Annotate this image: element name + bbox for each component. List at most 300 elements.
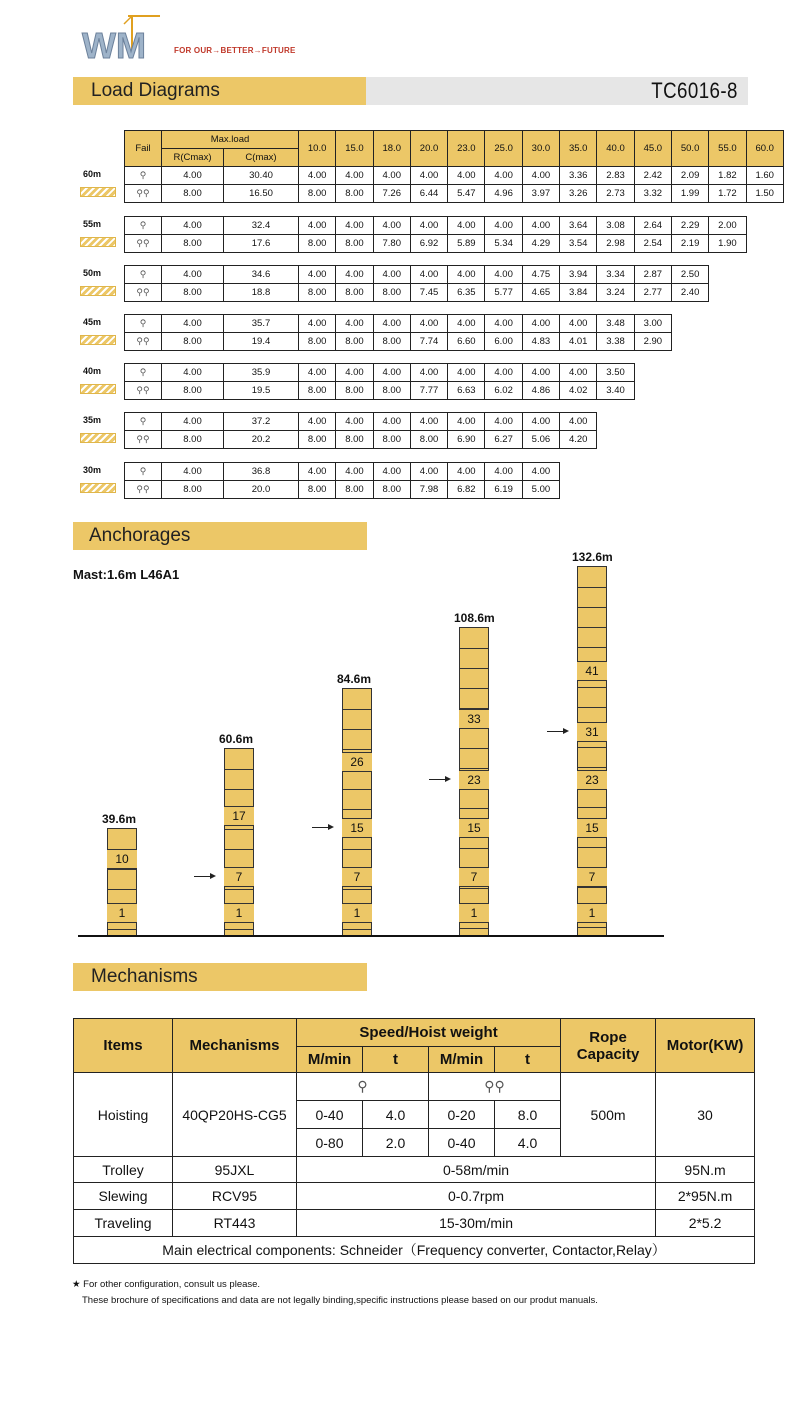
load-value-cell: 1.72 [709,185,746,203]
mast-section-divider [578,607,606,608]
anchorage-arrow-icon [312,827,332,828]
load-value-cell: 4.00 [410,217,447,235]
double-hook-icon: ⚲⚲ [125,185,162,203]
load-value-cell: 8.00 [162,431,224,449]
load-value-cell: 3.26 [560,185,597,203]
load-value-cell: 19.4 [224,333,299,351]
load-value-cell: 4.00 [448,315,485,333]
svg-text:WM: WM [82,25,146,66]
mast-section-divider [225,849,253,850]
load-value-cell: 37.2 [224,413,299,431]
dist-header: 23.0 [448,131,485,167]
load-value-cell: 2.98 [597,235,634,253]
load-value-cell: 5.00 [522,481,559,499]
trolley-mech: 95JXL [173,1157,297,1183]
mast-section-divider [578,687,606,688]
load-value-cell: 4.00 [410,364,447,382]
load-value-cell: 2.83 [597,167,634,185]
load-value-cell: 2.09 [671,167,708,185]
load-value-cell: 3.94 [560,266,597,284]
company-logo [80,14,160,66]
single-hook-icon: ⚲ [125,217,162,235]
mast-section-divider [578,647,606,648]
t-header: t [495,1047,561,1073]
load-value-cell: 4.00 [560,364,597,382]
load-value-cell: 4.00 [299,167,336,185]
mast-section-divider [343,809,371,810]
load-value-cell: 18.8 [224,284,299,302]
load-row-table [124,166,784,203]
mast-section-number: 26 [342,752,372,772]
jib-length-label: 55m [83,219,102,229]
load-value-cell: 8.00 [162,185,224,203]
double-hook-icon: ⚲⚲ [429,1073,561,1101]
load-value-cell: 4.02 [560,382,597,400]
dist-header: 30.0 [522,131,559,167]
rcmax-header: R(Cmax) [162,149,224,167]
load-value-cell: 8.00 [162,235,224,253]
load-value-cell: 6.44 [410,185,447,203]
single-hook-icon: ⚲ [125,364,162,382]
mast-section-divider [460,688,488,689]
load-value-cell: 8.00 [162,382,224,400]
load-row-table [124,363,635,400]
load-value-cell: 4.00 [522,463,559,481]
load-value-cell: 4.29 [522,235,559,253]
mast-section-divider [343,729,371,730]
anchorages-title: Anchorages [89,525,191,546]
mast-section-number: 1 [107,903,137,923]
traveling-speed: 15-30m/min [297,1210,656,1237]
load-value-cell: 4.00 [373,315,410,333]
double-hook-icon: ⚲⚲ [125,235,162,253]
load-value-cell: 7.77 [410,382,447,400]
single-hook-icon: ⚲ [125,463,162,481]
load-value-cell: 4.00 [410,315,447,333]
dist-header: 25.0 [485,131,522,167]
hoist-speed: 0-40 [429,1129,495,1157]
trolley-item: Trolley [74,1157,173,1183]
mast-section-divider [225,789,253,790]
mast-section-divider [460,768,488,769]
load-value-cell: 4.00 [299,413,336,431]
load-value-cell: 6.63 [448,382,485,400]
anchorage-arrow-icon [547,731,567,732]
mast-section-number: 7 [577,867,607,887]
mast-section-divider [108,889,136,890]
load-value-cell: 4.00 [448,217,485,235]
load-value-cell: 4.00 [336,413,373,431]
load-value-cell: 8.00 [373,481,410,499]
trolley-speed: 0-58m/min [297,1157,656,1183]
double-hook-icon: ⚲⚲ [125,382,162,400]
mast-height-label: 39.6m [102,812,137,826]
load-value-cell: 4.00 [336,463,373,481]
trolley-motor: 95N.m [656,1157,755,1183]
load-value-cell: 6.60 [448,333,485,351]
dist-header: 10.0 [299,131,336,167]
load-value-cell: 4.00 [162,217,224,235]
load-value-cell: 30.40 [224,167,299,185]
load-value-cell: 8.00 [336,481,373,499]
load-row-table [124,216,747,253]
load-value-cell: 4.00 [485,364,522,382]
hoisting-rope: 500m [561,1073,656,1157]
double-hook-icon: ⚲⚲ [125,431,162,449]
load-value-cell: 4.00 [522,315,559,333]
mast-section-divider [108,869,136,870]
t-header: t [363,1047,429,1073]
load-value-cell: 4.00 [373,413,410,431]
load-value-cell: 4.00 [299,315,336,333]
load-value-cell: 8.00 [336,333,373,351]
jib-length-label: 35m [83,415,102,425]
load-value-cell: 4.00 [485,167,522,185]
mast-section-number: 7 [342,867,372,887]
load-value-cell: 4.00 [162,413,224,431]
load-value-cell: 3.97 [522,185,559,203]
anchorages-header [73,522,367,550]
load-value-cell: 8.00 [162,284,224,302]
mast-section-divider [578,767,606,768]
load-value-cell: 5.77 [485,284,522,302]
electrical-components: Main electrical components: Schneider（Frequency converter, Contactor,Relay） [74,1237,755,1264]
hoist-speed: 0-80 [297,1129,363,1157]
single-hook-icon: ⚲ [125,266,162,284]
load-value-cell: 2.19 [671,235,708,253]
load-value-cell: 6.27 [485,431,522,449]
mast-section-number: 1 [342,903,372,923]
mast-section-divider [578,627,606,628]
load-row-table [124,314,672,351]
load-value-cell: 4.00 [373,364,410,382]
hoisting-motor: 30 [656,1073,755,1157]
load-value-cell: 3.50 [597,364,634,382]
mechanisms-col-header: Mechanisms [173,1019,297,1073]
load-value-cell: 8.00 [162,481,224,499]
dist-header: 40.0 [597,131,634,167]
slewing-mech: RCV95 [173,1183,297,1210]
load-value-cell: 8.00 [410,431,447,449]
load-value-cell: 4.00 [410,463,447,481]
load-value-cell: 4.00 [373,217,410,235]
load-value-cell: 5.34 [485,235,522,253]
load-value-cell: 4.00 [448,413,485,431]
mast-section-number: 33 [459,709,489,729]
mast-section-divider [343,789,371,790]
load-value-cell: 4.00 [448,364,485,382]
load-value-cell: 1.60 [746,167,783,185]
mast-section-divider [343,889,371,890]
load-value-cell: 4.75 [522,266,559,284]
dist-header: 35.0 [560,131,597,167]
load-value-cell: 4.00 [522,167,559,185]
load-value-cell: 4.20 [560,431,597,449]
load-value-cell: 35.9 [224,364,299,382]
load-value-cell: 6.35 [448,284,485,302]
mast-section-divider [578,807,606,808]
load-value-cell: 5.06 [522,431,559,449]
load-value-cell: 3.24 [597,284,634,302]
dist-header: 20.0 [410,131,447,167]
mast-section-divider [343,709,371,710]
slewing-item: Slewing [74,1183,173,1210]
load-value-cell: 3.84 [560,284,597,302]
load-value-cell: 20.0 [224,481,299,499]
load-value-cell: 7.45 [410,284,447,302]
load-value-cell: 34.6 [224,266,299,284]
mast-height-label: 84.6m [337,672,372,686]
load-row-table [124,462,560,499]
mast-section-divider [460,848,488,849]
load-diagrams-header [73,77,367,105]
single-hook-icon: ⚲ [125,413,162,431]
load-value-cell: 1.82 [709,167,746,185]
load-value-cell: 4.00 [485,266,522,284]
load-value-cell: 4.83 [522,333,559,351]
load-value-cell: 5.89 [448,235,485,253]
load-value-cell: 8.00 [299,333,336,351]
load-value-cell: 4.00 [373,266,410,284]
load-value-cell: 1.99 [671,185,708,203]
mast-section-divider [225,769,253,770]
load-value-cell: 1.90 [709,235,746,253]
load-value-cell: 6.19 [485,481,522,499]
traveling-item: Traveling [74,1210,173,1237]
mast-section-divider [578,847,606,848]
load-value-cell: 8.00 [299,185,336,203]
mast-section-number: 17 [224,806,254,826]
load-value-cell: 7.80 [373,235,410,253]
load-table-header [124,130,784,167]
mast-section-divider [578,707,606,708]
load-value-cell: 4.00 [162,463,224,481]
load-value-cell: 7.26 [373,185,410,203]
load-value-cell: 4.01 [560,333,597,351]
mast-section-divider [460,928,488,929]
mast-section-number: 7 [224,867,254,887]
hoisting-item: Hoisting [74,1073,173,1157]
single-hook-icon: ⚲ [125,315,162,333]
hoisting-mech: 40QP20HS-CG5 [173,1073,297,1157]
hoist-weight: 2.0 [363,1129,429,1157]
dist-header: 60.0 [746,131,783,167]
jib-icon [80,187,116,197]
load-value-cell: 8.00 [336,284,373,302]
load-value-cell: 4.00 [336,364,373,382]
load-value-cell: 7.74 [410,333,447,351]
load-value-cell: 3.48 [597,315,634,333]
mast-section-divider [460,668,488,669]
traveling-mech: RT443 [173,1210,297,1237]
load-value-cell: 4.00 [299,266,336,284]
star-icon: ★ [72,1279,84,1290]
load-value-cell: 8.00 [336,431,373,449]
mast-section-divider [343,849,371,850]
load-value-cell: 4.00 [560,315,597,333]
load-value-cell: 4.00 [299,463,336,481]
load-value-cell: 4.00 [162,315,224,333]
slewing-speed: 0-0.7rpm [297,1183,656,1210]
load-value-cell: 3.36 [560,167,597,185]
mast-section-number: 15 [577,818,607,838]
mast-section-divider [578,587,606,588]
load-value-cell: 3.38 [597,333,634,351]
items-header: Items [74,1019,173,1073]
load-value-cell: 2.64 [634,217,671,235]
load-value-cell: 19.5 [224,382,299,400]
load-value-cell: 4.00 [522,364,559,382]
load-value-cell: 3.64 [560,217,597,235]
traveling-motor: 2*5.2 [656,1210,755,1237]
mast-section-number: 1 [577,903,607,923]
load-value-cell: 8.00 [299,235,336,253]
mast-section-divider [225,829,253,830]
ground-line [78,935,664,937]
load-value-cell: 6.92 [410,235,447,253]
fail-header: Fail [125,131,162,167]
hoist-weight: 4.0 [363,1101,429,1129]
load-value-cell: 4.00 [448,463,485,481]
load-value-cell: 4.00 [485,413,522,431]
jib-length-label: 40m [83,366,102,376]
load-value-cell: 8.00 [299,431,336,449]
maxload-header: Max.load [162,131,299,149]
load-value-cell: 8.00 [299,481,336,499]
mast-section-divider [343,749,371,750]
hoist-speed: 0-40 [297,1101,363,1129]
mast-height-label: 132.6m [572,550,613,564]
load-value-cell: 8.00 [336,185,373,203]
load-value-cell: 4.00 [485,217,522,235]
jib-length-label: 45m [83,317,102,327]
mast-column [342,688,372,936]
load-value-cell: 8.00 [299,382,336,400]
load-value-cell: 36.8 [224,463,299,481]
jib-icon [80,433,116,443]
load-value-cell: 4.00 [448,167,485,185]
mmin-header: M/min [297,1047,363,1073]
load-value-cell: 4.00 [522,413,559,431]
hoist-weight: 4.0 [495,1129,561,1157]
double-hook-icon: ⚲⚲ [125,481,162,499]
jib-icon [80,237,116,247]
load-value-cell: 6.00 [485,333,522,351]
load-value-cell: 4.00 [336,217,373,235]
load-value-cell: 2.50 [671,266,708,284]
load-value-cell: 2.54 [634,235,671,253]
mast-section-divider [578,887,606,888]
mechanisms-header [73,963,367,991]
load-value-cell: 6.02 [485,382,522,400]
load-value-cell: 4.00 [373,167,410,185]
single-hook-icon: ⚲ [125,167,162,185]
load-value-cell: 4.00 [485,463,522,481]
load-value-cell: 4.00 [162,266,224,284]
load-row-table [124,412,597,449]
mast-section-divider [578,927,606,928]
anchorage-arrow-icon [194,876,214,877]
dist-header: 55.0 [709,131,746,167]
load-value-cell: 8.00 [336,235,373,253]
load-value-cell: 2.73 [597,185,634,203]
cmax-header: C(max) [224,149,299,167]
load-value-cell: 20.2 [224,431,299,449]
mast-section-number: 7 [459,867,489,887]
mechanisms-table [73,1018,755,1264]
slewing-motor: 2*95N.m [656,1183,755,1210]
mast-section-number: 10 [107,849,137,869]
dist-header: 15.0 [336,131,373,167]
load-value-cell: 2.77 [634,284,671,302]
load-value-cell: 4.65 [522,284,559,302]
load-row-table [124,265,709,302]
load-value-cell: 4.00 [299,364,336,382]
load-value-cell: 2.29 [671,217,708,235]
load-value-cell: 4.00 [522,217,559,235]
load-value-cell: 3.08 [597,217,634,235]
dist-header: 45.0 [634,131,671,167]
load-value-cell: 6.90 [448,431,485,449]
load-value-cell: 3.54 [560,235,597,253]
note-line-1 [72,1279,260,1290]
jib-length-label: 30m [83,465,102,475]
load-value-cell: 4.86 [522,382,559,400]
load-value-cell: 4.00 [448,266,485,284]
load-value-cell: 32.4 [224,217,299,235]
load-value-cell: 3.40 [597,382,634,400]
load-value-cell: 2.40 [671,284,708,302]
load-value-cell: 4.00 [373,463,410,481]
load-value-cell: 8.00 [299,284,336,302]
dist-header: 18.0 [373,131,410,167]
load-value-cell: 4.00 [336,315,373,333]
mast-section-number: 23 [459,770,489,790]
mast-section-divider [343,929,371,930]
load-value-cell: 35.7 [224,315,299,333]
mast-section-divider [460,648,488,649]
load-value-cell: 8.00 [162,333,224,351]
mast-section-number: 23 [577,770,607,790]
mast-section-number: 41 [577,661,607,681]
mast-section-number: 1 [459,903,489,923]
model-name: TC6016-8 [651,78,738,103]
hoist-speed: 0-20 [429,1101,495,1129]
motor-header: Motor(KW) [656,1019,755,1073]
jib-length-label: 60m [83,169,102,179]
double-hook-icon: ⚲⚲ [125,284,162,302]
load-value-cell: 4.96 [485,185,522,203]
load-value-cell: 6.82 [448,481,485,499]
load-value-cell: 4.00 [485,315,522,333]
load-value-cell: 7.98 [410,481,447,499]
note-text-1: For other configuration, consult us please. [83,1279,261,1290]
load-value-cell: 4.00 [162,364,224,382]
mast-section-divider [460,888,488,889]
load-diagrams-title: Load Diagrams [91,80,220,101]
mast-section-number: 31 [577,722,607,742]
load-value-cell: 4.00 [299,217,336,235]
load-value-cell: 1.50 [746,185,783,203]
load-value-cell: 4.00 [336,167,373,185]
single-hook-icon: ⚲ [297,1073,429,1101]
load-value-cell: 3.00 [634,315,671,333]
mechanisms-title: Mechanisms [91,966,198,987]
model-bar [366,77,748,105]
jib-length-label: 50m [83,268,102,278]
load-value-cell: 8.00 [373,431,410,449]
mast-section-number: 15 [459,818,489,838]
